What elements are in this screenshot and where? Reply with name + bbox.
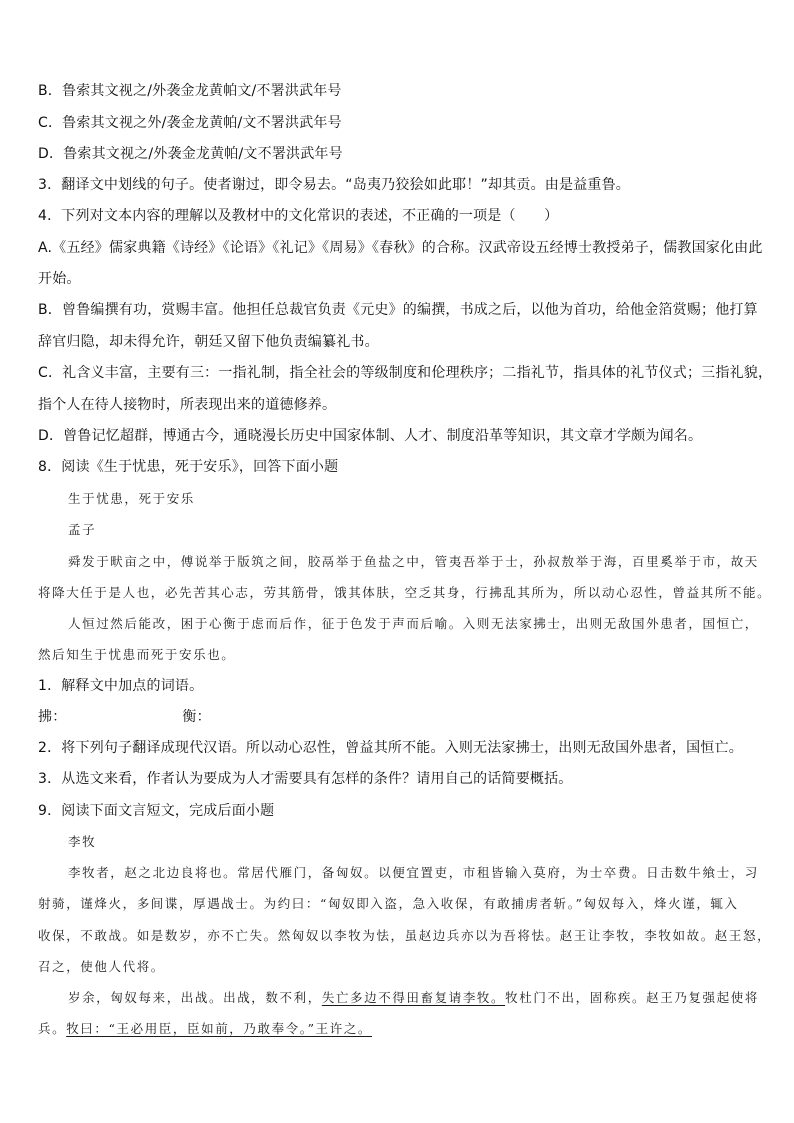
word-fu-label: 拂： <box>38 709 67 725</box>
question-4-option-b-line1: B．曾鲁编撰有功，赏赐丰富。他担任总裁官负责《元史》的编撰，书成之后，以他为首功，给他金箔赏赐；他打算 <box>38 302 758 318</box>
passage-paragraph-line: 射骑，谨烽火，多间谍，厚遇战士。为约曰：“匈奴即入盗，急入收保，有敢捕虏者斩。”匈奴每入，烽火谨，辄入 <box>38 896 739 911</box>
passage-title: 生于忧患，死于安乐 <box>68 491 195 506</box>
passage-paragraph-line: 李牧者，赵之北边良将也。常居代雁门，备匈奴。以便宜置吏，市租皆输入莫府，为士卒费。日击数牛飨士，习 <box>68 865 759 880</box>
option-b: B．鲁索其文视之/外袭金龙黄帕文/不署洪武年号 <box>38 83 342 99</box>
passage-paragraph-line: 兵。牧曰：“王必用臣，臣如前，乃敢奉令。”王许之。 <box>38 1021 373 1036</box>
question-8-sub-1: 1．解释文中加点的词语。 <box>38 678 204 694</box>
underlined-sentence: 失亡多边不得田畜复请李牧。 <box>321 990 506 1005</box>
question-4-option-c-line2: 指个人在待人接物时，所表现出来的道德修养。 <box>38 397 337 413</box>
question-4-option-a-line2: 开始。 <box>38 271 81 287</box>
question-4-option-a-line1: A.《五经》儒家典籍《诗经》《论语》《礼记》《周易》《春秋》的合称。汉武帝设五经博士教授弟子，儒教国家化由此 <box>38 240 763 256</box>
passage-author: 孟子 <box>68 522 97 537</box>
passage-paragraph-line: 人恒过然后能改，困于心衡于虑而后作，征于色发于声而后喻。入则无法家拂士，出则无敌国外患者，国恒亡， <box>68 616 759 631</box>
question-4-stem: 4．下列对文本内容的理解以及教材中的文化常识的表述，不正确的一项是（ ） <box>38 208 559 224</box>
passage-paragraph-line: 收保，不敢战。如是数岁，亦不亡失。然匈奴以李牧为怯，虽赵边兵亦以为吾将怯。赵王让李牧，李牧如故。赵王怒， <box>38 928 772 943</box>
word-definition-row <box>38 708 760 726</box>
passage-paragraph-line: 将降大任于是人也，必先苦其心志，劳其筋骨，饿其体肤，空乏其身，行拂乱其所为，所以动心忍性，曾益其所不能。 <box>38 585 772 600</box>
word-heng-label: 衡： <box>182 709 211 725</box>
question-4-option-d: D．曾鲁记忆超群，博通古今，通晓漫长历史中国家体制、人才、制度沿革等知识，其文章才学颇为闻名。 <box>38 428 703 444</box>
passage-paragraph-line: 召之，使他人代将。 <box>38 959 165 974</box>
passage-paragraph-line: 然后知生于忧患而死于安乐也。 <box>38 647 236 662</box>
option-d: D．鲁索其文视之/外袭金龙黄帕/文不署洪武年号 <box>38 146 343 162</box>
option-c: C．鲁索其文视之外/袭金龙黄帕/文不署洪武年号 <box>38 115 342 131</box>
question-8-stem: 8．阅读《生于忧患，死于安乐》，回答下面小题 <box>38 459 339 475</box>
question-9-stem: 9．阅读下面文言短文，完成后面小题 <box>38 803 275 819</box>
question-8-sub-2: 2．将下列句子翻译成现代汉语。所以动心忍性，曾益其所不能。入则无法家拂士，出则无敌国外患者，国恒亡。 <box>38 740 743 756</box>
passage-paragraph-line: 舜发于畎亩之中，傅说举于版筑之间，胶鬲举于鱼盐之中，管夷吾举于士，孙叔敖举于海，百里奚举于市，故天 <box>68 554 759 569</box>
passage-title: 李牧 <box>68 834 97 849</box>
question-3: 3．翻译文中划线的句子。使者谢过，即令易去。“岛夷乃狡狯如此耶！”却其贡。由是益重鲁。 <box>38 177 631 193</box>
question-4-option-c-line1: C．礼含义丰富，主要有三：一指礼制，指全社会的等级制度和伦理秩序；二指礼节，指具体的礼节仪式；三指礼貌， <box>38 365 773 381</box>
question-4-option-b-line2: 辞官归隐，却未得允许，朝廷又留下他负责编纂礼书。 <box>38 334 379 350</box>
underlined-sentence: 牧曰：“王必用臣，臣如前，乃敢奉令。”王许之。 <box>66 1021 373 1036</box>
passage-paragraph-line: 岁余，匈奴每来，出战。出战，数不利，失亡多边不得田畜复请李牧。牧杜门不出，固称疾。赵王乃复强起使将 <box>68 990 759 1005</box>
question-8-sub-3: 3．从选文来看，作者认为要成为人才需要具有怎样的条件？请用自己的话简要概括。 <box>38 771 573 787</box>
